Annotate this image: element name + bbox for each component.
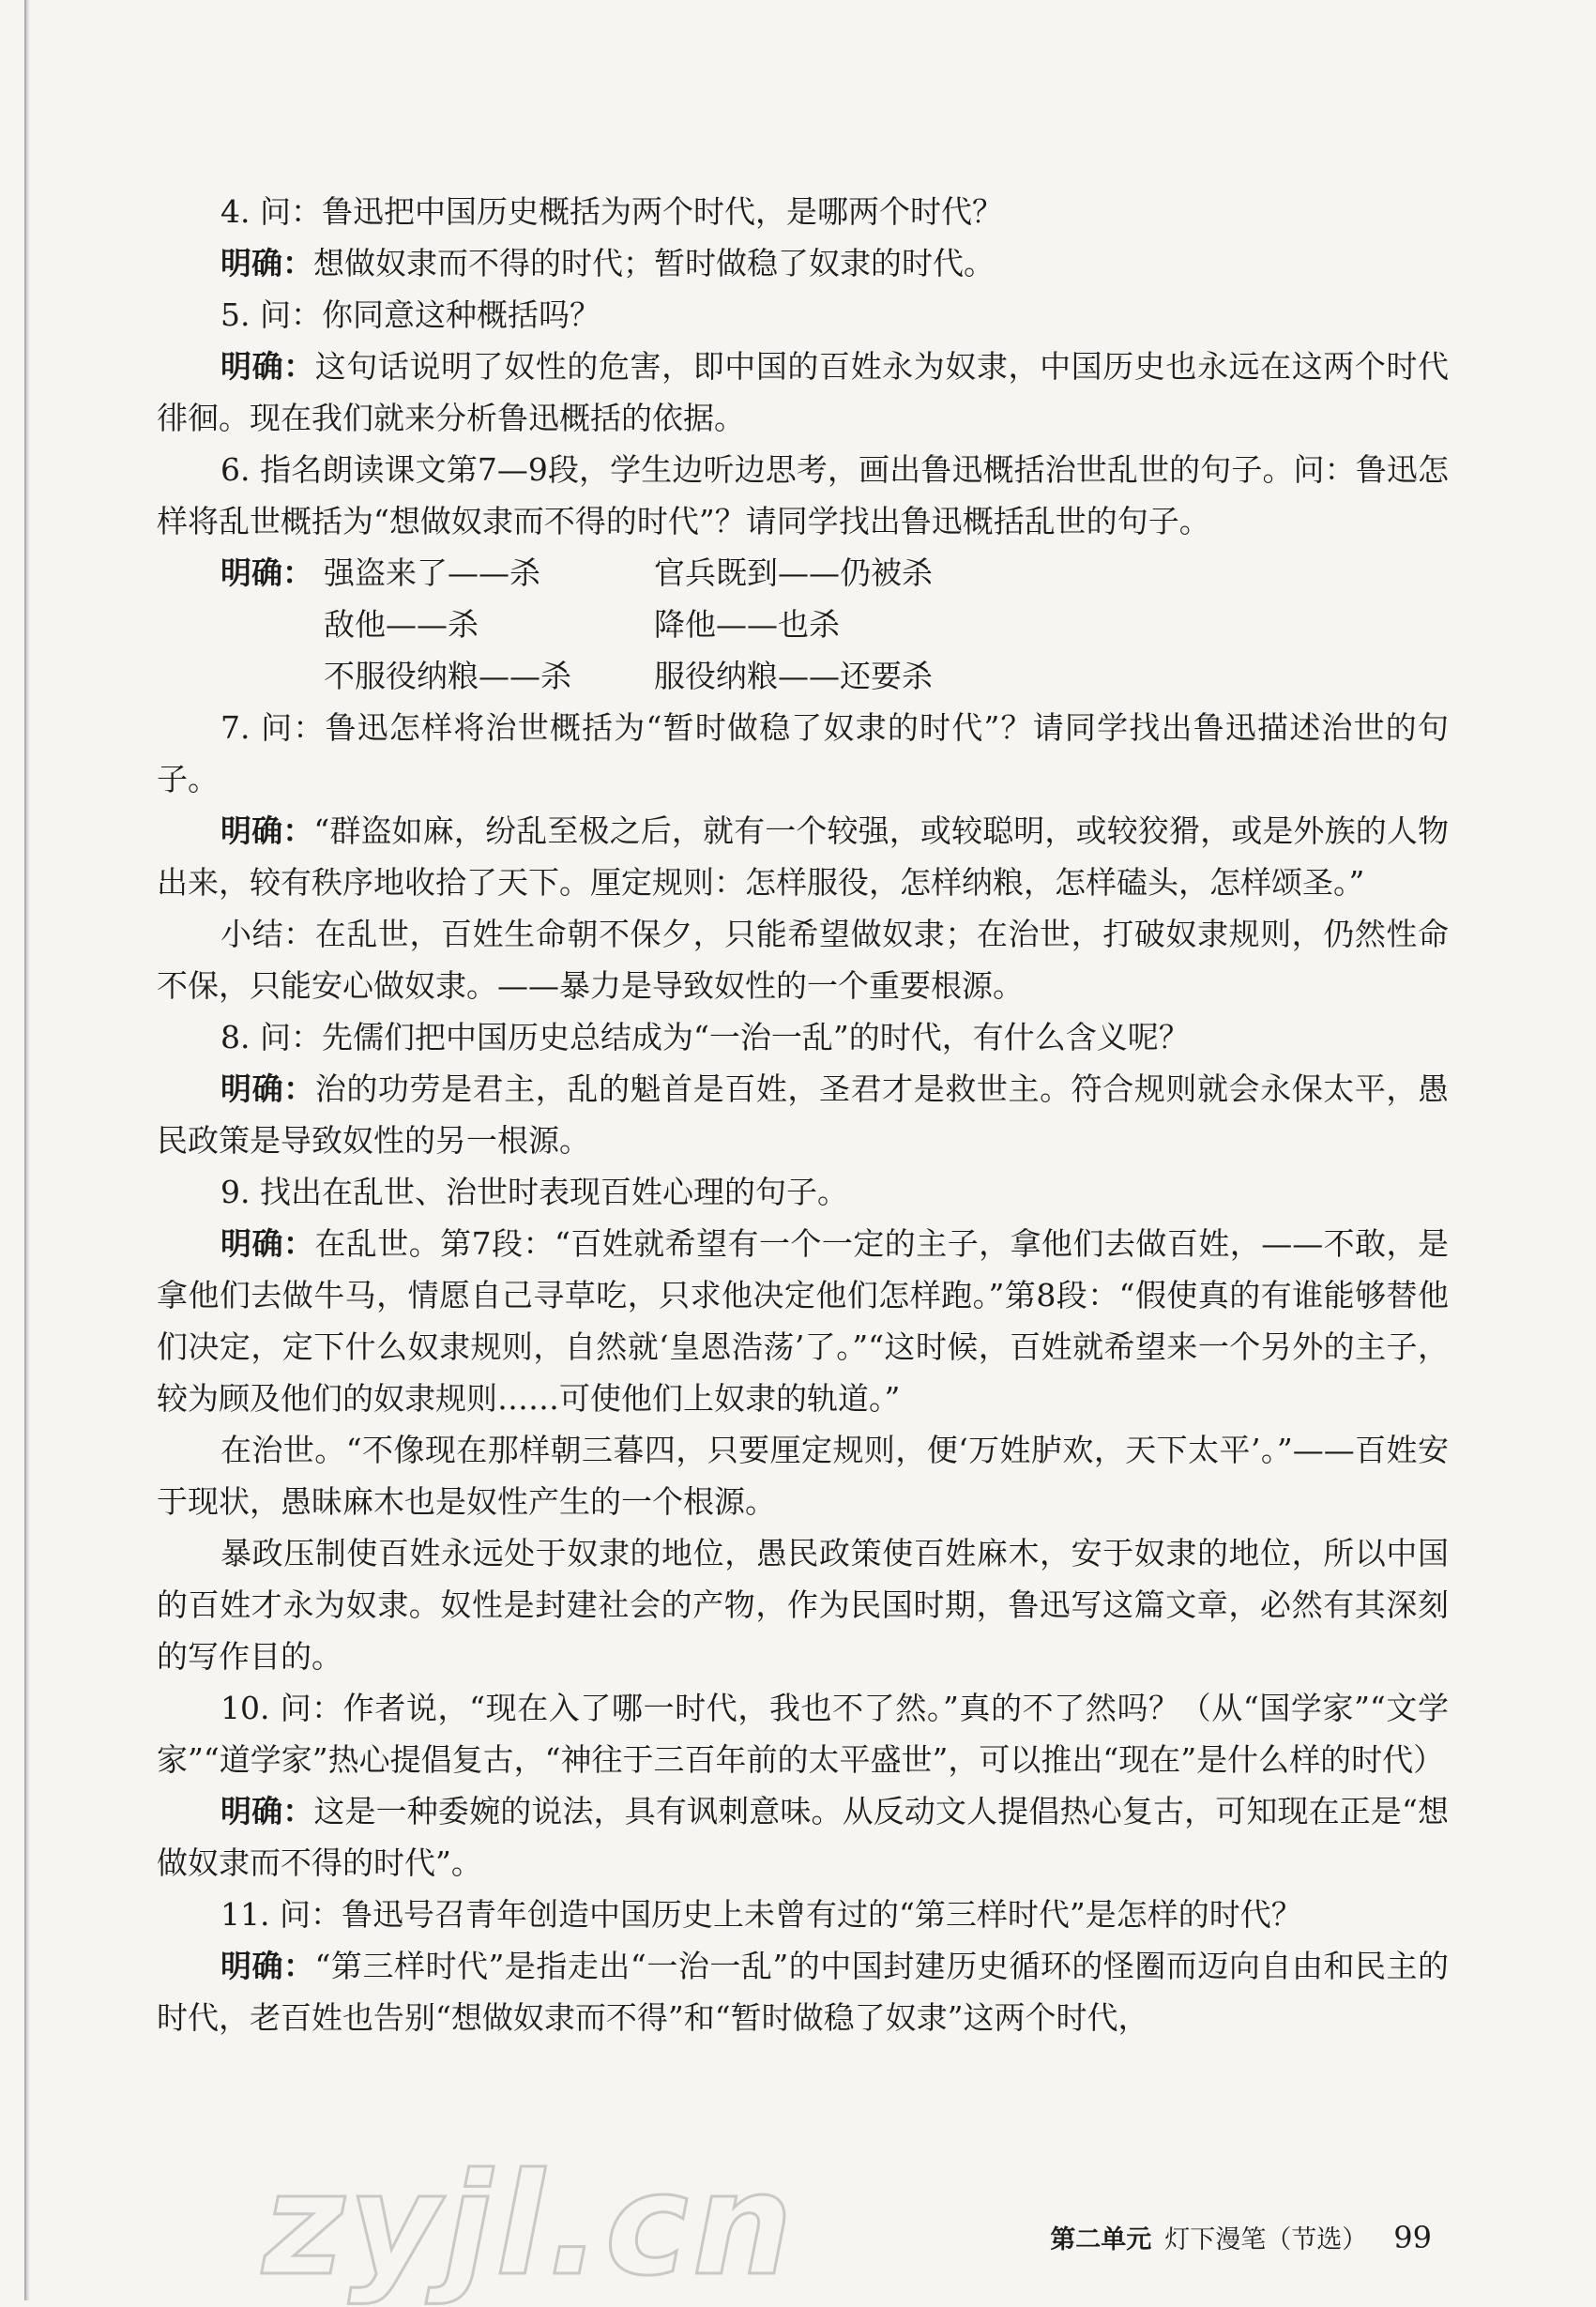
question-4: 4. 问：鲁迅把中国历史概括为两个时代，是哪两个时代？ — [220, 193, 1003, 230]
page-footer — [1050, 2219, 1432, 2255]
answer-9: 明确：在乱世。第7段：“百姓就希望有一个一定的主子，拿他们去做百姓，——不敢，是拿他们去做牛马，情愿自己寻草吃，只求他决定他们怎样跑。”第8段：“假使真的有谁能够替他们决定，定下什么奴隶规则，自然就‘皇恩浩荡’了。”“这时候，百姓就希望来一个另外的主子，较为顾及他们的奴隶规则……可使他们上奴隶的轨道。” — [157, 1225, 1449, 1417]
answer-11: 明确：“第三样时代”是指走出“一治一乱”的中国封建历史循环的怪圈而迈向自由和民主的时代，老百姓也告别“想做奴隶而不得”和“暂时做稳了奴隶”这两个时代， — [157, 1948, 1450, 2036]
list-cell: 敌他——杀 — [324, 606, 479, 643]
answer-label: 明确： — [220, 554, 313, 591]
list-cell: 官兵既到——仍被杀 — [654, 554, 933, 591]
conclusion-paragraph: 暴政压制使百姓永远处于奴隶的地位，愚民政策使百姓麻木，安于奴隶的地位，所以中国的百姓才永为奴隶。奴性是封建社会的产物，作为民国时期，鲁迅写这篇文章，必然有其深刻的写作目的。 — [157, 1535, 1449, 1675]
list-cell: 不服役纳粮——杀 — [324, 658, 571, 694]
list-row — [157, 650, 1449, 702]
answer-4: 明确：想做奴隶而不得的时代；暂时做稳了奴隶的时代。 — [220, 245, 995, 281]
list-row — [157, 547, 1449, 599]
footer-unit: 第二单元 — [1050, 2225, 1152, 2254]
summary-paragraph: 小结：在乱世，百姓生命朝不保夕，只能希望做奴隶；在治世，打破奴隶规则，仍然性命不保，只能安心做奴隶。——暴力是导致奴性的一个重要根源。 — [157, 916, 1449, 1004]
question-9: 9. 找出在乱世、治世时表现百姓心理的句子。 — [220, 1174, 848, 1210]
list-cell: 服役纳粮——还要杀 — [654, 658, 933, 694]
answer-5: 明确：这句话说明了奴性的危害，即中国的百姓永为奴隶，中国历史也永远在这两个时代徘徊。现在我们就来分析鲁迅概括的依据。 — [157, 348, 1450, 436]
list-cell: 强盗来了——杀 — [324, 554, 540, 591]
question-11: 11. 问：鲁迅号召青年创造中国历史上未曾有过的“第三样时代”是怎样的时代？ — [220, 1896, 1302, 1933]
document-body — [157, 186, 1449, 2043]
page-number: 99 — [1393, 2220, 1432, 2255]
question-5: 5. 问：你同意这种概括吗？ — [220, 296, 600, 333]
question-8: 8. 问：先儒们把中国历史总结成为“一治一乱”的时代，有什么含义呢？ — [220, 1019, 1190, 1055]
question-7: 7. 问：鲁迅怎样将治世概括为“暂时做稳了奴隶的时代”？请同学找出鲁迅描述治世的句子。 — [157, 709, 1449, 797]
answer-6-list — [157, 547, 1449, 702]
page-binding-edge — [24, 0, 30, 2300]
answer-8: 明确：治的功劳是君主，乱的魁首是百姓，圣君才是救世主。符合规则就会永保太平，愚民政策是导致奴性的另一根源。 — [157, 1070, 1450, 1159]
list-cell: 降他——也杀 — [654, 606, 840, 643]
question-10: 10. 问：作者说，“现在入了哪一时代，我也不了然。”真的不了然吗？（从“国学家”“文学家”“道学家”热心提倡复古，“神往于三百年前的太平盛世”，可以推出“现在”是什么样的时代） — [157, 1690, 1449, 1778]
watermark-logo: zyjl.cn — [263, 2144, 797, 2307]
list-row — [157, 599, 1449, 650]
answer-7: 明确：“群盗如麻，纷乱至极之后，就有一个较强，或较聪明，或较狡猾，或是外族的人物出来，较有秩序地收拾了天下。厘定规则：怎样服役，怎样纳粮，怎样磕头，怎样颂圣。” — [157, 812, 1450, 901]
answer-9-continued: 在治世。“不像现在那样朝三暮四，只要厘定规则，便‘万姓胪欢，天下太平’。”——百姓安于现状，愚昧麻木也是奴性产生的一个根源。 — [157, 1432, 1449, 1520]
answer-10: 明确：这是一种委婉的说法，具有讽刺意味。从反动文人提倡热心复古，可知现在正是“想做奴隶而不得的时代”。 — [157, 1793, 1450, 1881]
question-6: 6. 指名朗读课文第7—9段，学生边听边思考，画出鲁迅概括治世乱世的句子。问：鲁迅怎样将乱世概括为“想做奴隶而不得的时代”？请同学找出鲁迅概括乱世的句子。 — [157, 451, 1449, 539]
footer-title: 灯下漫笔（节选） — [1164, 2225, 1368, 2254]
